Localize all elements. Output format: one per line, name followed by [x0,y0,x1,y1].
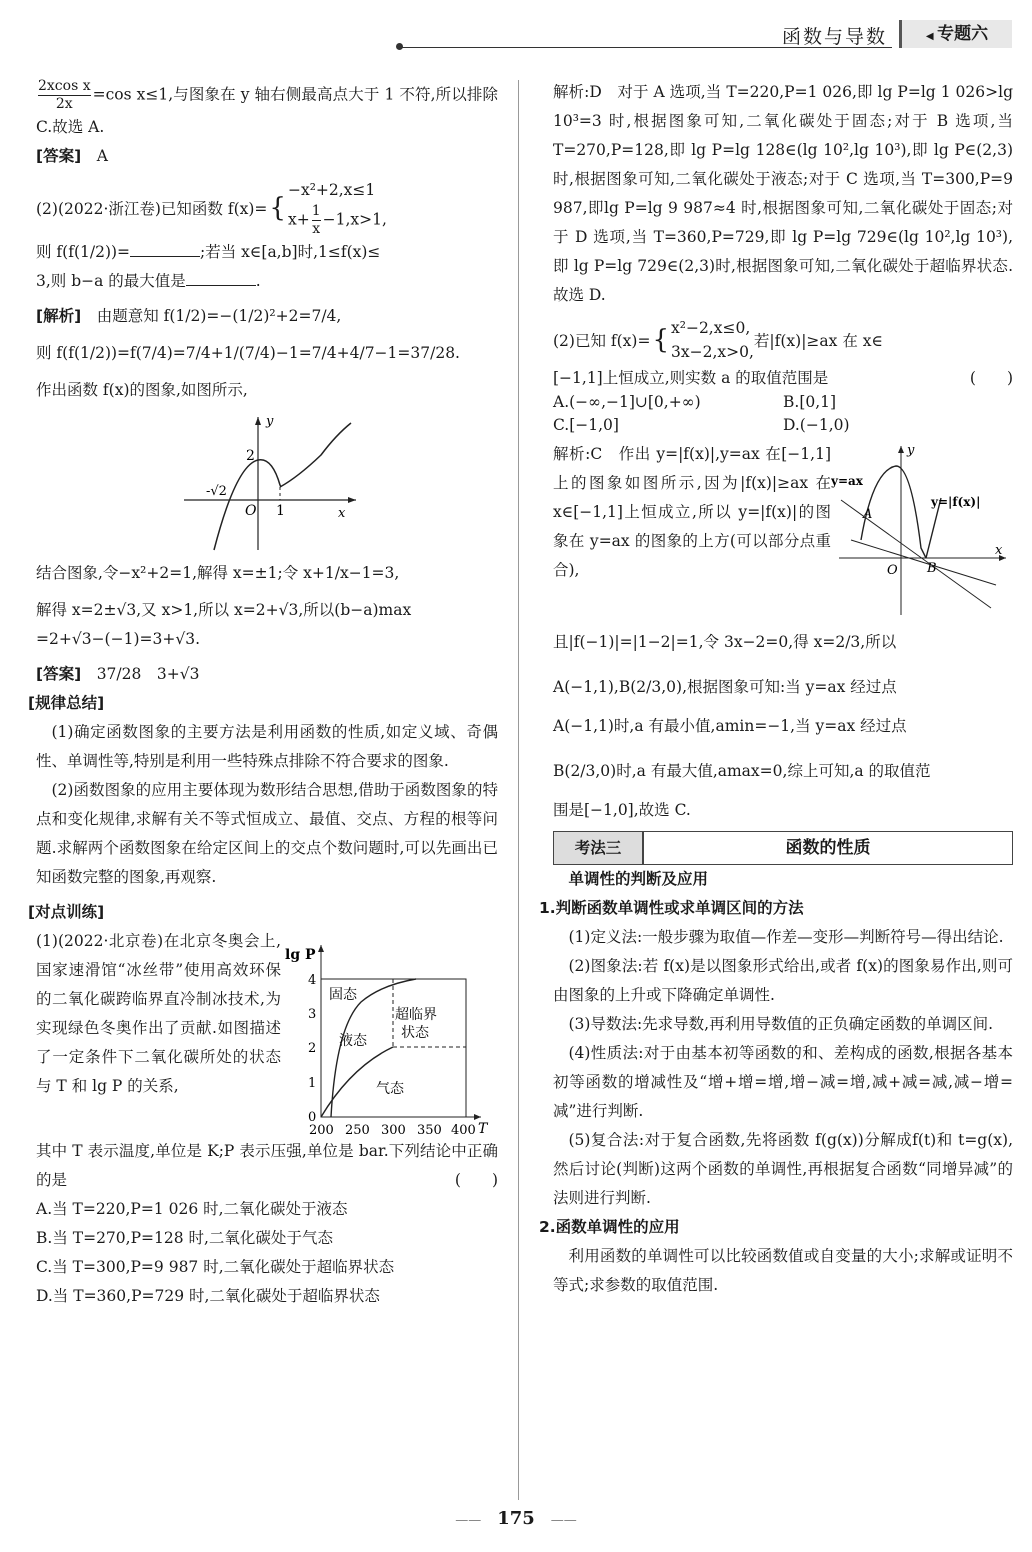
options-row-1: A.(−∞,−1]∪[0,+∞) B.[0,1] [553,393,837,411]
rule-title: [规律总结] [28,694,105,712]
option-a: A.当 T=220,P=1 026 时,二氧化碳处于液态 [36,1200,348,1218]
method-5: (5)复合法:对于复合函数,先将函数 f(g(x))分解成f(t)和 t=g(x),然后讨论(判断)这两个函数的单调性,再根据复合函数“同增异减”的法则进行判断. [553,1131,1013,1207]
rule-1: (1)确定函数图象的主要方法是利用函数的性质,如定义域、奇偶性、单调性等,特别是利用一些特殊点排除不符合要求的图象. [36,723,498,770]
solution-3: 作出函数 f(x)的图象,如图所示, [36,381,248,399]
xtick-300: 300 [381,1123,406,1137]
training-q1: (1)(2022·北京卷)在北京冬奥会上,国家速滑馆“冰丝带”使用高效环保的二氧化碳跨临界直冷制冰技术,为实现绿色冬奥作出了贡献.如图描述了一定条件下二氧化碳所处的状态与 T 和 lg P 的关系, lg P T 固态 液态 超临界 状态 气态 0 1 2 3 4 200 250 300 350 400 [36,927,498,1137]
axis-y-label: y [266,414,274,429]
question-r2-cont: [−1,1]上恒成立,则实数 a 的取值范围是 ( ) [553,369,1013,387]
solution-2: 则 f(f(1/2))=f(7/4)=7/4+1/(7/4)−1=7/4+4/7−1=37/28. [36,344,460,362]
chapter-title: 函数与导数 [781,26,887,48]
fraction: $\frac{\text{2xcos x}}{2x}$ [38,78,91,112]
option-c: C.当 T=300,P=9 987 时,二氧化碳处于超临界状态 [36,1258,395,1276]
label-point-b: B [927,561,937,576]
ytick-3: 3 [308,1007,317,1022]
phase-super-1: 超临界 [395,1007,437,1023]
ytick-1: 1 [308,1076,317,1091]
tick-neg-root2: -√2 [206,484,227,499]
answer-2: [答案] 37/28 3+√3 [36,665,200,683]
label-y: y [907,443,915,458]
origin-label: O [245,503,257,519]
left-para-1: $\frac{\text{2xcos x}}{2x}$ =cos x≤1,与图象在 y 轴右侧最高点大于 1 不符,所以排除 C.故选 A. [36,78,498,136]
question-2-line3: 3,则 b−a 的最大值是 . [36,272,261,290]
phase-diagram [281,927,496,1137]
solution-q2-5: A(−1,1)时,a 有最小值,amin=−1,当 y=ax 经过点 [553,717,907,735]
axis-x-label: x [338,506,346,521]
question-2: (2)(2022·浙江卷)已知函数 f(x)= { −x²+2,x≤1 x+ $\frac{1}{x}$ −1,x>1, [36,181,387,237]
heading-1: 1.判断函数单调性或求单调区间的方法 [539,899,804,917]
rule-2: (2)函数图象的应用主要体现为数形结合思想,借助于函数图象的特点和变化规律,求解有关不等式恒成立、最值、交点、方程的根等问题.求解两个函数图象在给定区间上的交点个数问题时,可以先画出已知函数完整的图象,再观察. [36,781,498,886]
label-yfx: y=|f(x)| [931,495,981,509]
subsection-title: 单调性的判断及应用 [568,870,709,888]
label-yax: y=ax [831,474,863,488]
phase-ylabel: lg P [285,947,316,963]
xtick-350: 350 [417,1123,442,1137]
phase-liquid: 液态 [339,1033,367,1049]
options-row-2: C.[−1,0] D.(−1,0) [553,416,850,434]
solution-4: 结合图象,令−x²+2=1,解得 x=±1;令 x+1/x−1=3, [36,564,400,582]
training-title: [对点训练] [28,903,105,921]
phase-solid: 固态 [329,987,357,1003]
abs-graph [831,440,1011,620]
ytick-4: 4 [308,973,317,988]
question-2-line2: 则 f(f(1/2))= ;若当 x∈[a,b]时,1≤f(x)≤ [36,243,381,261]
solution-q1: 解析:D 对于 A 选项,当 T=220,P=1 026,即 lg P=lg 1 026>lg 10³=3 时,根据图象可知,二氧化碳处于固态;对于 B 选项,当 T=270,P=128,即 lg P=lg 128∈(lg 10²,lg 10³),即 lg P∈(2,3)时,根据图象可知,二氧化碳处于液态;对于 C 选项,当 T=300,P=9 987,即lg P=lg 9 987≈4 时,根据图象可知,二氧化碳处于固态;对于 D 选项,当 T=360,P=729,即 lg P=lg 729∈(lg 10²,lg 10³),即 lg P=lg 729∈(2,3)时,根据图象可知,二氧化碳处于超临界状态.故选 D. [553,83,1013,304]
label-origin: O [887,563,898,578]
page-header [400,20,1012,50]
column-divider [518,80,519,1500]
phase-super-2: 状态 [401,1025,429,1041]
solution-q2-7: 围是[−1,0],故选 C. [553,801,691,819]
left-column [28,78,498,1311]
method-4: (4)性质法:对于由基本初等函数的和、差构成的函数,根据各基本初等函数的增减性及“增+增=增,增−减=增,减+减=减,减−增=减”进行判断. [553,1044,1013,1120]
method-3: (3)导数法:先求导数,再利用导数值的正负确定函数的单调区间. [568,1015,994,1033]
tick-1: 1 [276,503,285,519]
section-bar [553,831,1013,865]
option-b: B.当 T=270,P=128 时,二氧化碳处于气态 [36,1229,333,1247]
tick-2: 2 [246,448,255,464]
option-d: D.当 T=360,P=729 时,二氧化碳处于超临界状态 [36,1287,380,1305]
xtick-200: 200 [309,1123,334,1137]
solution-q2-6: B(2/3,0)时,a 有最大值,amax=0,综上可知,a 的取值范 [553,762,931,780]
solution-q2-block: 解析:C 作出 y=|f(x)|,y=ax 在[−1,1]上的图象如图所示,因为|f(x)|≥ax 在 x∈[−1,1]上恒成立,所以 y=|f(x)|的图象在 y=ax 的图象的上方(可以部分点重合), y=ax y=|f(x)| A B O x y [553,440,1013,620]
method-2: (2)图象法:若 f(x)是以图象形式给出,或者 f(x)的图象易作出,则可由图象的上升或下降确定单调性. [553,957,1013,1004]
ytick-0: 0 [308,1110,317,1125]
phase-xlabel: T [478,1121,488,1137]
topic-badge: ◀ 专题六 [899,20,1012,48]
solution-q2-3: 且|f(−1)|=|1−2|=1,令 3x−2=0,得 x=2/3,所以 [553,633,897,651]
label-x: x [995,543,1003,558]
solution-1: [解析] 由题意知 f(1/2)=−(1/2)²+2=7/4, [36,307,342,325]
section-title: 函数的性质 [785,838,871,858]
section-label: 考法三 [554,832,644,864]
ytick-2: 2 [308,1041,317,1056]
solution-q2-4: A(−1,1),B(2/3,0),根据图象可知:当 y=ax 经过点 [553,678,897,696]
phase-gas: 气态 [376,1081,404,1097]
page-number: —— 175 —— [0,1508,1032,1529]
heading-2: 2.函数单调性的应用 [539,1218,680,1236]
method-1: (1)定义法:一般步骤为取值—作差—变形—判断符号—得出结论. [568,928,1004,946]
solution-6: =2+√3−(−1)=3+√3. [36,630,201,648]
application-text: 利用函数的单调性可以比较函数值或自变量的大小;求解或证明不等式;求参数的取值范围. [553,1247,1013,1294]
training-q1-cont: 其中 T 表示温度,单位是 K;P 表示压强,单位是 bar.下列结论中正确的是 ( ) [36,1142,498,1189]
right-column [539,78,1013,1300]
xtick-400: 400 [451,1123,476,1137]
xtick-250: 250 [345,1123,370,1137]
question-r2: (2)已知 f(x)= { x²−2,x≤0, 3x−2,x>0, 若|f(x)|≥ax 在 x∈ [553,319,883,361]
function-graph [36,405,498,555]
label-point-a: A [863,507,873,522]
solution-5: 解得 x=2±√3,又 x>1,所以 x=2+√3,所以(b−a)max [36,601,412,619]
answer-1: [答案] A [36,147,108,165]
